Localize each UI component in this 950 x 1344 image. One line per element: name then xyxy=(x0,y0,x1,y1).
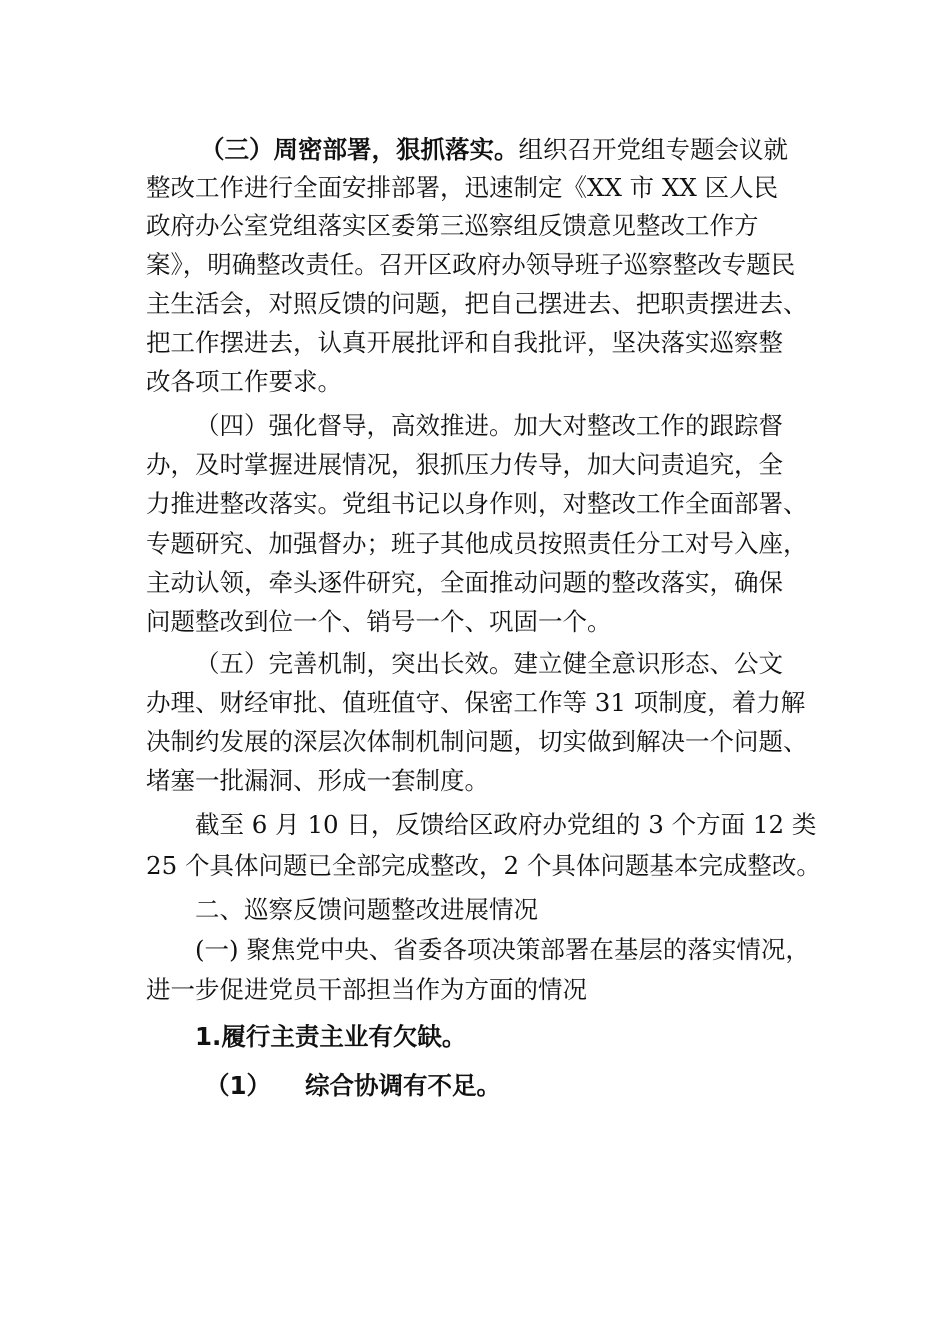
paragraph-section-three-line-5: 主生活会，对照反馈的问题，把自己摆进去、把职责摆进去、 xyxy=(146,289,808,318)
paragraph-summary-line-1: 截至 6 月 10 日，反馈给区政府办党组的 3 个方面 12 类 xyxy=(195,810,817,839)
item-one-sub-text: 综合协调有不足。 xyxy=(305,1071,501,1100)
subsection-one-line-2: 进一步促进党员干部担当作为方面的情况 xyxy=(146,975,587,1004)
paragraph-section-three-line-2: 整改工作进行全面安排部署，迅速制定《XX 市 XX 区人民 xyxy=(146,173,779,202)
subsection-one-line-1: (一) 聚焦党中央、省委各项决策部署在基层的落实情况， xyxy=(195,935,810,964)
paragraph-summary-line-2: 25 个具体问题已全部完成整改，2 个具体问题基本完成整改。 xyxy=(146,851,821,880)
paragraph-section-three-line-7: 改各项工作要求。 xyxy=(146,367,342,396)
paragraph-section-four-line-6: 问题整改到位一个、销号一个、巩固一个。 xyxy=(146,607,612,636)
paragraph-section-three-line-3: 政府办公室党组落实区委第三巡察组反馈意见整改工作方 xyxy=(146,211,759,240)
item-one-sub-number: （1） xyxy=(205,1071,272,1100)
paragraph-section-three-line-6: 把工作摆进去，认真开展批评和自我批评，坚决落实巡察整 xyxy=(146,328,783,357)
section-three-heading: （三）周密部署，狠抓落实。 xyxy=(200,135,519,164)
part-two-heading: 二、巡察反馈问题整改进展情况 xyxy=(195,895,538,924)
paragraph-section-three-line-4: 案》，明确整改责任。召开区政府办领导班子巡察整改专题民 xyxy=(146,250,796,279)
paragraph-section-four-line-1: （四）强化督导，高效推进。加大对整改工作的跟踪督 xyxy=(195,411,783,440)
paragraph-section-three-line-1 xyxy=(200,131,788,169)
item-one-sub-heading xyxy=(205,1067,501,1105)
item-one-heading: 1.履行主责主业有欠缺。 xyxy=(195,1022,467,1051)
section-three-text: 组织召开党组专题会议就 xyxy=(518,135,788,164)
paragraph-section-five-line-4: 堵塞一批漏洞、形成一套制度。 xyxy=(146,766,489,795)
paragraph-section-four-line-3: 力推进整改落实。党组书记以身作则，对整改工作全面部署、 xyxy=(146,489,808,518)
paragraph-section-four-line-2: 办，及时掌握进展情况，狠抓压力传导，加大问责追究，全 xyxy=(146,450,783,479)
paragraph-section-five-line-3: 决制约发展的深层次体制机制问题，切实做到解决一个问题、 xyxy=(146,727,808,756)
paragraph-section-five-line-1: （五）完善机制，突出长效。建立健全意识形态、公文 xyxy=(195,649,783,678)
paragraph-section-five-line-2: 办理、财经审批、值班值守、保密工作等 31 项制度，着力解 xyxy=(146,688,806,717)
paragraph-section-four-line-5: 主动认领，牵头逐件研究，全面推动问题的整改落实，确保 xyxy=(146,568,783,597)
paragraph-section-four-line-4: 专题研究、加强督办；班子其他成员按照责任分工对号入座， xyxy=(146,529,808,558)
